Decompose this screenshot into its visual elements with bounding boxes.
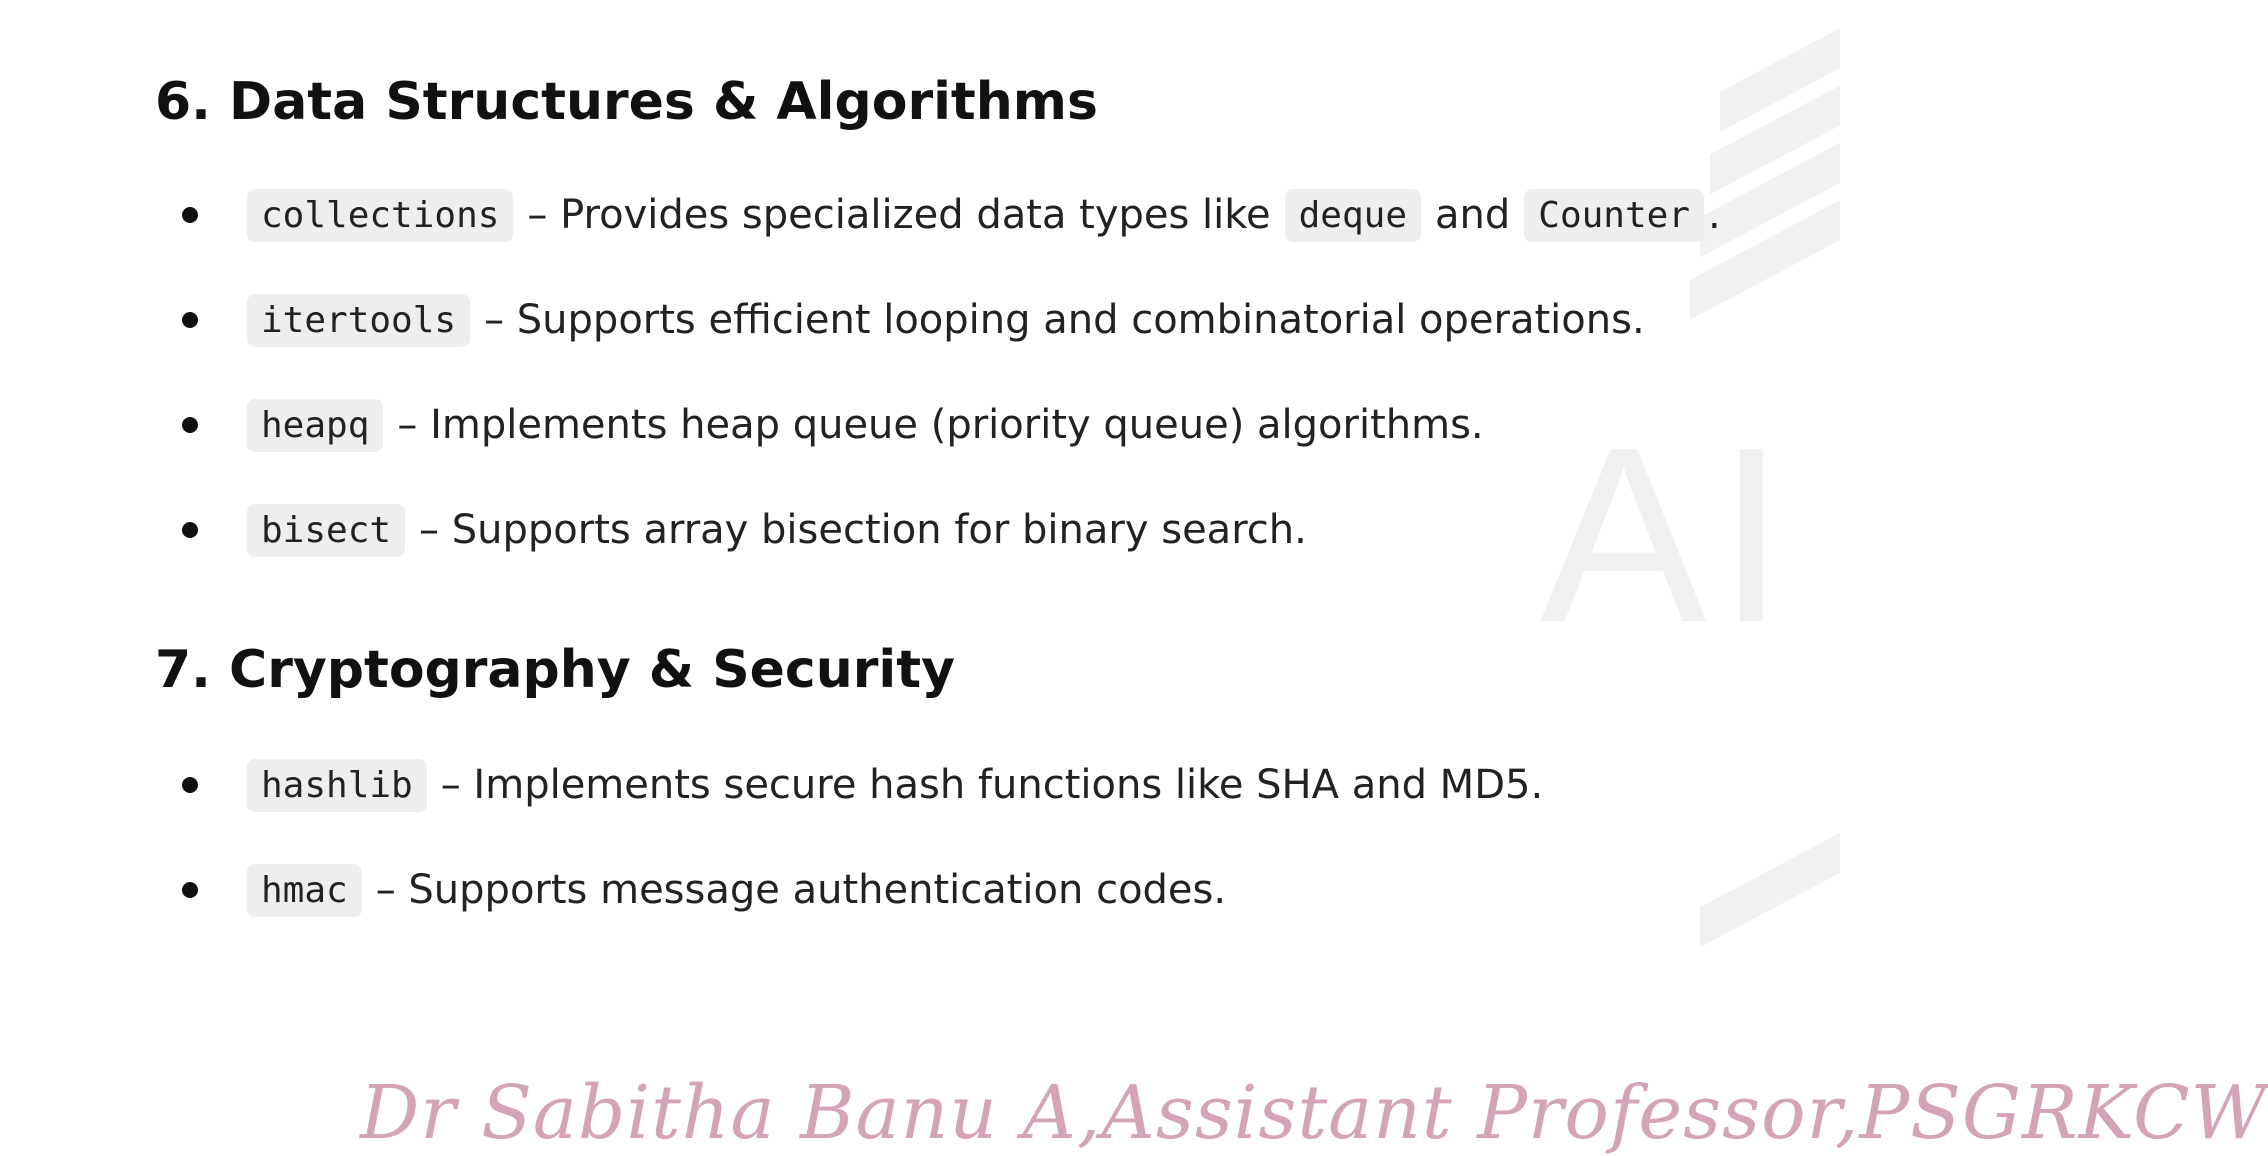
module-name: itertools xyxy=(247,294,470,347)
list-item-body xyxy=(247,855,1240,925)
list-item-body xyxy=(247,285,1659,355)
bullet-icon xyxy=(182,777,198,793)
section-heading: 7. Cryptography & Security xyxy=(155,640,955,700)
module-description: – Supports message authentication codes. xyxy=(375,867,1227,913)
bullet-icon xyxy=(182,417,198,433)
bullet-icon xyxy=(182,312,198,328)
bullet-icon xyxy=(182,882,198,898)
list-item-body xyxy=(247,750,1557,820)
bullet-icon xyxy=(182,207,198,223)
module-description: – Supports efficient looping and combinatorial operations. xyxy=(484,297,1645,343)
watermark-text: AI xyxy=(1540,395,1797,674)
bullet-icon xyxy=(182,522,198,538)
module-description: – Provides specialized data types like xyxy=(527,192,1271,238)
list-item-body xyxy=(247,180,1721,250)
section-heading: 6. Data Structures & Algorithms xyxy=(155,72,1098,132)
connector-text: and xyxy=(1435,192,1511,238)
inline-code: Counter xyxy=(1524,189,1704,242)
author-signature: Dr Sabitha Banu A,Assistant Professor,PSGRKCW xyxy=(360,1070,2268,1156)
module-name: hashlib xyxy=(247,759,427,812)
module-name: hmac xyxy=(247,864,362,917)
list-item-body xyxy=(247,390,1498,460)
period-text: . xyxy=(1707,192,1721,238)
module-name: heapq xyxy=(247,399,383,452)
watermark-stripe xyxy=(1700,833,1840,947)
module-name: collections xyxy=(247,189,513,242)
module-name: bisect xyxy=(247,504,405,557)
module-description: – Implements heap queue (priority queue) algorithms. xyxy=(397,402,1484,448)
watermark xyxy=(1540,40,1810,940)
list-item-body xyxy=(247,495,1321,565)
module-description: – Supports array bisection for binary search. xyxy=(419,507,1307,553)
inline-code: deque xyxy=(1285,189,1421,242)
module-description: – Implements secure hash functions like SHA and MD5. xyxy=(440,762,1544,808)
